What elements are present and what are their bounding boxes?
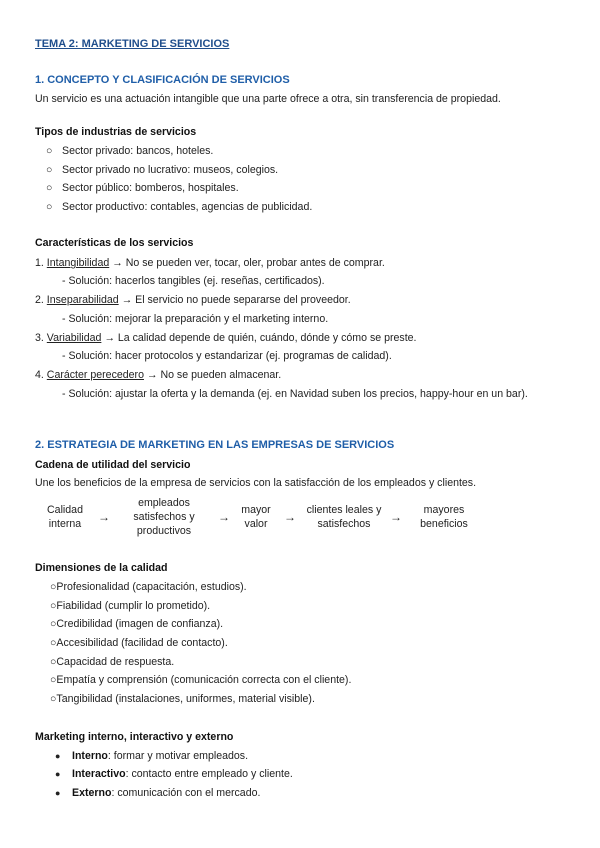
- marketing-item: Interactivo: contacto entre empleado y cliente.: [72, 768, 293, 780]
- chain-node-internal-quality: Calidad interna: [47, 504, 83, 530]
- chain-node-value: mayor valor: [241, 504, 271, 530]
- characteristic-term: Inseparabilidad: [46, 294, 119, 306]
- service-profit-chain: [30, 492, 480, 542]
- characteristic-desc: → El servicio no puede separarse del proveedor.: [118, 294, 351, 306]
- section1-heading: 1. CONCEPTO Y CLASIFICACIÓN DE SERVICIOS: [35, 74, 290, 86]
- characteristic-desc: → La calidad depende de quién, cuándo, dónde y cómo se preste.: [101, 332, 417, 344]
- service-definition: Un servicio es una actuación intangible que una parte ofrece a otra, sin transferencia de propiedad.: [35, 93, 501, 105]
- characteristic-desc: → No se pueden almacenar.: [143, 369, 282, 381]
- marketing-types-heading: Marketing interno, interactivo y externo: [35, 731, 234, 743]
- list-item: Sector privado no lucrativo: museos, colegios.: [62, 164, 279, 176]
- types-heading: Tipos de industrias de servicios: [35, 126, 197, 138]
- item-number: 1.: [35, 257, 44, 269]
- quality-item: ○Fiabilidad (cumplir lo prometido).: [50, 600, 211, 612]
- solution-text: Solución: hacer protocolos y estandarizar (ej. programas de calidad).: [68, 350, 392, 362]
- characteristic-term: Carácter perecedero: [46, 369, 144, 381]
- characteristic-item: [35, 293, 351, 307]
- characteristic-term: Intangibilidad: [46, 257, 110, 269]
- solution-text: Solución: hacerlos tangibles (ej. reseñas, certificados).: [68, 275, 325, 287]
- list-bullet: ○: [46, 201, 53, 213]
- quality-item: ○Credibilidad (imagen de confianza).: [50, 618, 224, 630]
- characteristic-item: [35, 368, 281, 382]
- list-bullet: ●: [55, 788, 61, 798]
- quality-item: ○Empatía y comprensión (comunicación correcta con el cliente).: [50, 674, 352, 686]
- list-bullet: ○: [46, 182, 53, 194]
- list-bullet: ○: [50, 618, 57, 630]
- characteristic-item: [35, 256, 385, 270]
- item-number: 3.: [35, 332, 44, 344]
- dash-bullet: -: [62, 313, 66, 325]
- document-title[interactable]: TEMA 2: MARKETING DE SERVICIOS: [35, 38, 230, 50]
- list-bullet: ○: [50, 637, 57, 649]
- solution-line: [62, 312, 328, 326]
- item-number: 4.: [35, 369, 44, 381]
- chain-arrow: →: [98, 510, 110, 524]
- solution-text: Solución: mejorar la preparación y el marketing interno.: [68, 313, 329, 325]
- characteristics-heading: Características de los servicios: [35, 237, 194, 249]
- marketing-item: Externo: comunicación con el mercado.: [72, 787, 261, 799]
- list-item: Sector público: bomberos, hospitales.: [62, 182, 239, 194]
- quality-item: ○Tangibilidad (instalaciones, uniformes, material visible).: [50, 693, 315, 705]
- solution-text: Solución: ajustar la oferta y la demanda (ej. en Navidad suben los precios, happy-hour en un bar).: [68, 388, 528, 400]
- dash-bullet: -: [62, 350, 66, 362]
- list-bullet: ●: [55, 769, 61, 779]
- quality-item: ○Profesionalidad (capacitación, estudios).: [50, 581, 247, 593]
- quality-heading: Dimensiones de la calidad: [35, 562, 168, 574]
- characteristic-desc: → No se pueden ver, tocar, oler, probar antes de comprar.: [109, 257, 385, 269]
- chain-arrow: →: [218, 510, 230, 524]
- list-bullet: ●: [55, 751, 61, 761]
- dash-bullet: -: [62, 388, 66, 400]
- chain-heading: Cadena de utilidad del servicio: [35, 459, 191, 471]
- characteristic-item: [35, 331, 416, 345]
- chain-arrow: →: [390, 510, 402, 524]
- list-bullet: ○: [50, 600, 57, 612]
- list-bullet: ○: [46, 164, 53, 176]
- item-number: 2.: [35, 294, 44, 306]
- chain-arrow: →: [284, 510, 296, 524]
- list-item: Sector productivo: contables, agencias de publicidad.: [62, 201, 313, 213]
- chain-description: Une los beneficios de la empresa de servicios con la satisfacción de los empleados y clientes.: [35, 477, 477, 489]
- list-bullet: ○: [50, 674, 57, 686]
- chain-node-profits: mayores beneficios: [420, 504, 468, 530]
- list-bullet: ○: [50, 581, 57, 593]
- quality-item: ○Accesibilidad (facilidad de contacto).: [50, 637, 228, 649]
- solution-line: [62, 349, 392, 363]
- chain-node-employees: empleados satisfechos y productivos: [133, 497, 195, 537]
- section2-heading: 2. ESTRATEGIA DE MARKETING EN LAS EMPRESAS DE SERVICIOS: [35, 439, 395, 451]
- dash-bullet: -: [62, 275, 66, 287]
- list-item: Sector privado: bancos, hoteles.: [62, 145, 214, 157]
- characteristic-term: Variabilidad: [46, 332, 102, 344]
- list-bullet: ○: [46, 145, 53, 157]
- list-bullet: ○: [50, 693, 57, 705]
- marketing-item: Interno: formar y motivar empleados.: [72, 750, 249, 762]
- solution-line: [62, 387, 528, 401]
- quality-item: ○Capacidad de respuesta.: [50, 656, 175, 668]
- solution-line: [62, 274, 325, 288]
- list-bullet: ○: [50, 656, 57, 668]
- chain-node-customers: clientes leales y satisfechos: [306, 504, 382, 530]
